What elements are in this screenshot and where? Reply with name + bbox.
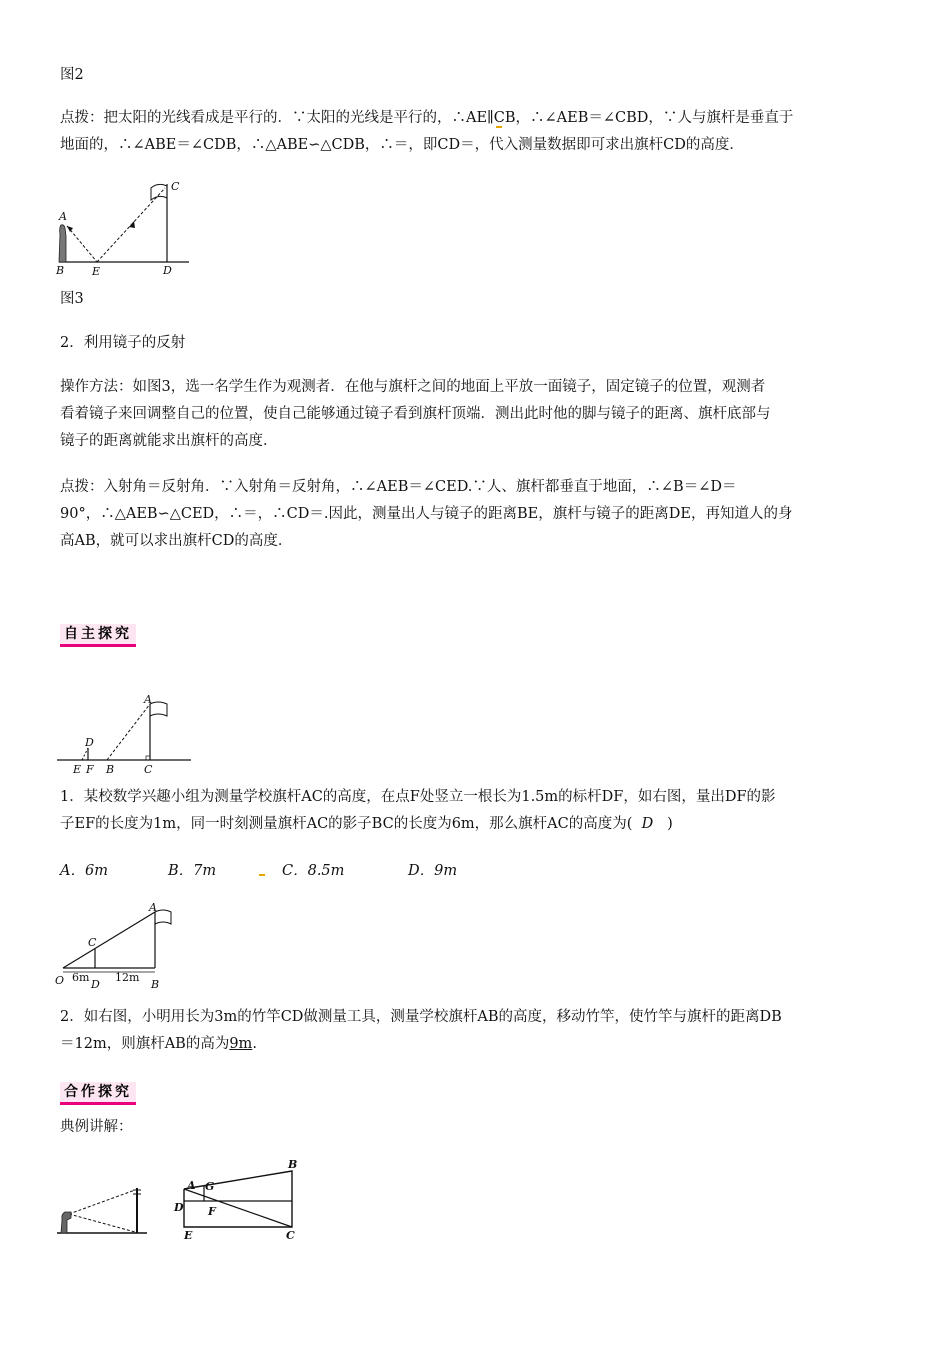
sight-line-bottom [69,1214,135,1232]
point-label-c: C [171,180,180,193]
point-label-a: A [149,901,157,914]
sight-line [63,912,155,968]
shadow-ray-large [107,704,150,760]
figure-3-caption: 图3 [60,291,84,307]
option-d: D．9m [408,863,458,879]
reflected-ray [67,226,97,262]
method-line: 镜子的距离就能求出旗杆的高度． [60,433,278,449]
flag [151,184,167,200]
figure-bamboo-pole [55,902,185,992]
point-label-c: C [88,936,97,949]
sight-line-top [69,1190,135,1214]
point-label-e: E [73,763,82,776]
section-badge-self-explore: 自主探究 [60,624,136,647]
point-label-b: B [288,1158,298,1171]
section-badge-cooperate: 合作探究 [60,1082,136,1105]
point-label-d: D [163,264,172,277]
question-line: 2．如右图，小明用长为3m的竹竿CD做测量工具，测量学校旗杆AB的高度，移动竹竿，使竹竿与旗杆的距离DB [60,1009,782,1025]
dimension-label-12m: 12m [115,971,140,984]
observer-figure [61,1212,71,1233]
point-label-f: F [86,763,94,776]
point-label-d: D [174,1201,184,1214]
method-line: 看着镜子来回调整自己的位置，使自己能够通过镜子看到旗杆顶端．测出此时他的脚与镜子的距离、旗杆底部与 [60,406,771,422]
hint-reflection [60,474,892,555]
figure-similar-triangles [172,1155,307,1243]
observer-figure [59,225,66,262]
hint-line: 点拨：把太阳的光线看成是平行的．∵太阳的光线是平行的，∴AE∥CB，∴∠AEB＝∠CBD，∵人与旗杆是垂直于 [60,110,794,126]
question-line: 子EF的长度为1m，同一时刻测量旗杆AC的影子BC的长度为6m，那么旗杆AC的高度为( D ) [60,816,673,832]
point-label-b: B [106,763,115,776]
hint-line: 地面的，∴∠ABE＝∠CDB，∴△ABE∽△CDB，∴＝，即CD＝，代入测量数据即可求出旗杆CD的高度． [60,137,744,153]
point-label-a: A [144,693,152,706]
point-label-c: C [286,1229,295,1242]
figure-3-mirror-diagram [55,178,195,278]
flag [155,910,171,924]
point-label-c: C [144,763,153,776]
option-a: A．6m [60,863,108,879]
arrow-head [67,226,73,232]
option-b: B．7m [168,863,217,879]
question-line: 1．某校数学兴趣小组为测量学校旗杆AC的高度，在点F处竖立一根长为1.5m的标杆DF，如右图，量出DF的影 [60,789,776,805]
dimension-label-6m: 6m [72,971,90,984]
point-label-a: A [187,1179,196,1192]
figure-2-caption: 图2 [60,67,84,83]
point-label-d: D [85,736,94,749]
option-c: C．8.5m [282,863,345,879]
figure-observer-sighting [55,1178,155,1238]
question-2 [60,1004,892,1058]
point-label-b: B [56,264,65,277]
point-label-d: D [91,978,100,991]
hint-parallel-light [60,105,892,159]
answer-fill: 9m [229,1036,253,1052]
point-label-f: F [208,1205,216,1218]
point-label-e: E [92,265,101,278]
hint-line: 高AB，就可以求出旗杆CD的高度． [60,533,293,549]
answer-choice: D [641,816,654,832]
section-title: 2．利用镜子的反射 [60,335,186,351]
highlight-mark [496,126,502,128]
operation-method [60,374,892,455]
point-label-b: B [151,978,160,991]
highlight-mark [259,874,265,876]
figure-shadow-flagpole [55,690,195,776]
point-label-e: E [184,1229,193,1242]
question-1 [60,784,892,838]
shadow-ray-small [82,748,88,760]
hint-line: 90°，∴△AEB∽△CED，∴＝，∴CD＝.因此，测量出人与镜子的距离BE，旗杆与镜子的距离DE，再知道人的身 [60,506,793,522]
flag [150,702,167,716]
arrow-head [129,221,135,228]
question-line: ＝12m，则旗杆AB的高为9m. [60,1036,257,1052]
point-label-o: O [55,974,65,987]
outline [184,1171,292,1227]
diagonal-line [184,1189,292,1227]
point-label-a: A [59,210,67,223]
method-line: 操作方法：如图3，选一名学生作为观测者．在他与旗杆之间的地面上平放一面镜子，固定镜子的位置，观测者 [60,379,766,395]
example-intro: 典例讲解： [60,1119,133,1135]
hint-line: 点拨：入射角＝反射角．∵入射角＝反射角，∴∠AEB＝∠CED.∵人、旗杆都垂直于地面，∴∠B＝∠D＝ [60,479,737,495]
point-label-g: G [205,1180,215,1193]
